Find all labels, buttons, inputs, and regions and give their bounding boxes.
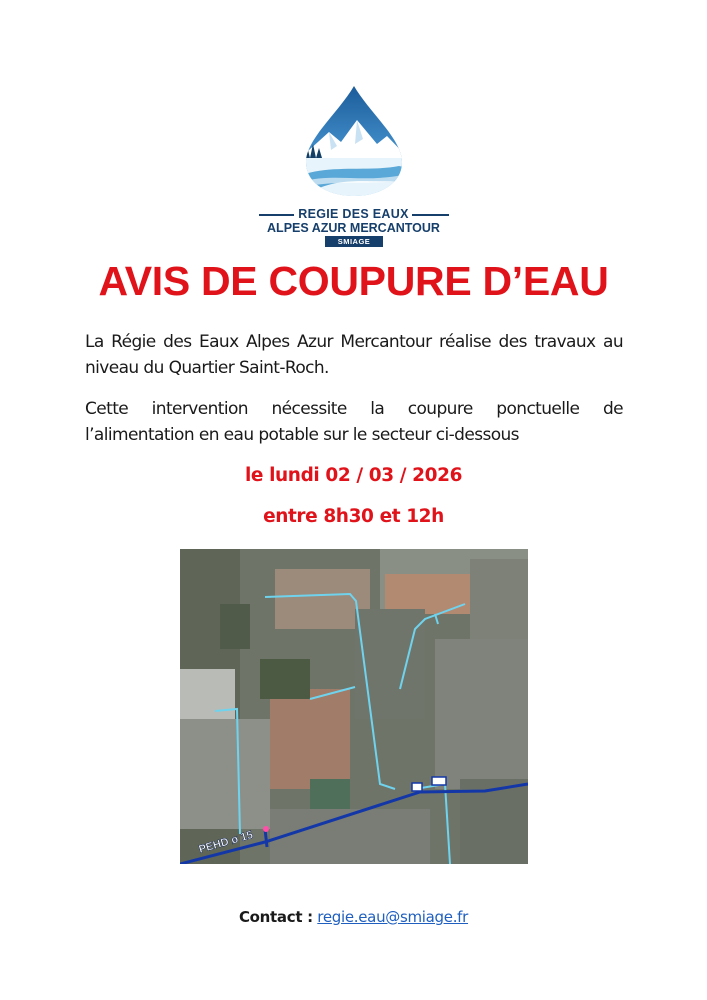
notice-title: AVIS DE COUPURE D’EAU xyxy=(98,258,609,304)
contact-email-link[interactable]: regie.eau@smiage.fr xyxy=(317,908,469,926)
pipe-label: PEHD ø 15 xyxy=(197,829,255,856)
network-map xyxy=(180,549,528,864)
org-tag: SMIAGE xyxy=(325,236,383,247)
org-name-line2: ALPES AZUR MERCANTOUR xyxy=(267,221,440,235)
contact-line xyxy=(0,908,707,926)
paragraph-intervention: Cette intervention nécessite la coupure ponctuelle de l’alimentation en eau potable sur le secteur ci-dessous xyxy=(85,399,623,445)
outage-hours: entre 8h30 et 12h xyxy=(263,506,444,527)
org-name-line1: REGIE DES EAUX xyxy=(298,207,409,221)
outage-date: le lundi 02 / 03 / 2026 xyxy=(244,465,463,486)
contact-label: Contact : xyxy=(238,908,313,926)
paragraph-works: La Régie des Eaux Alpes Azur Mercantour réalise des travaux au niveau du Quartier Saint-Roch. xyxy=(85,332,623,378)
water-drop-icon xyxy=(259,84,449,209)
